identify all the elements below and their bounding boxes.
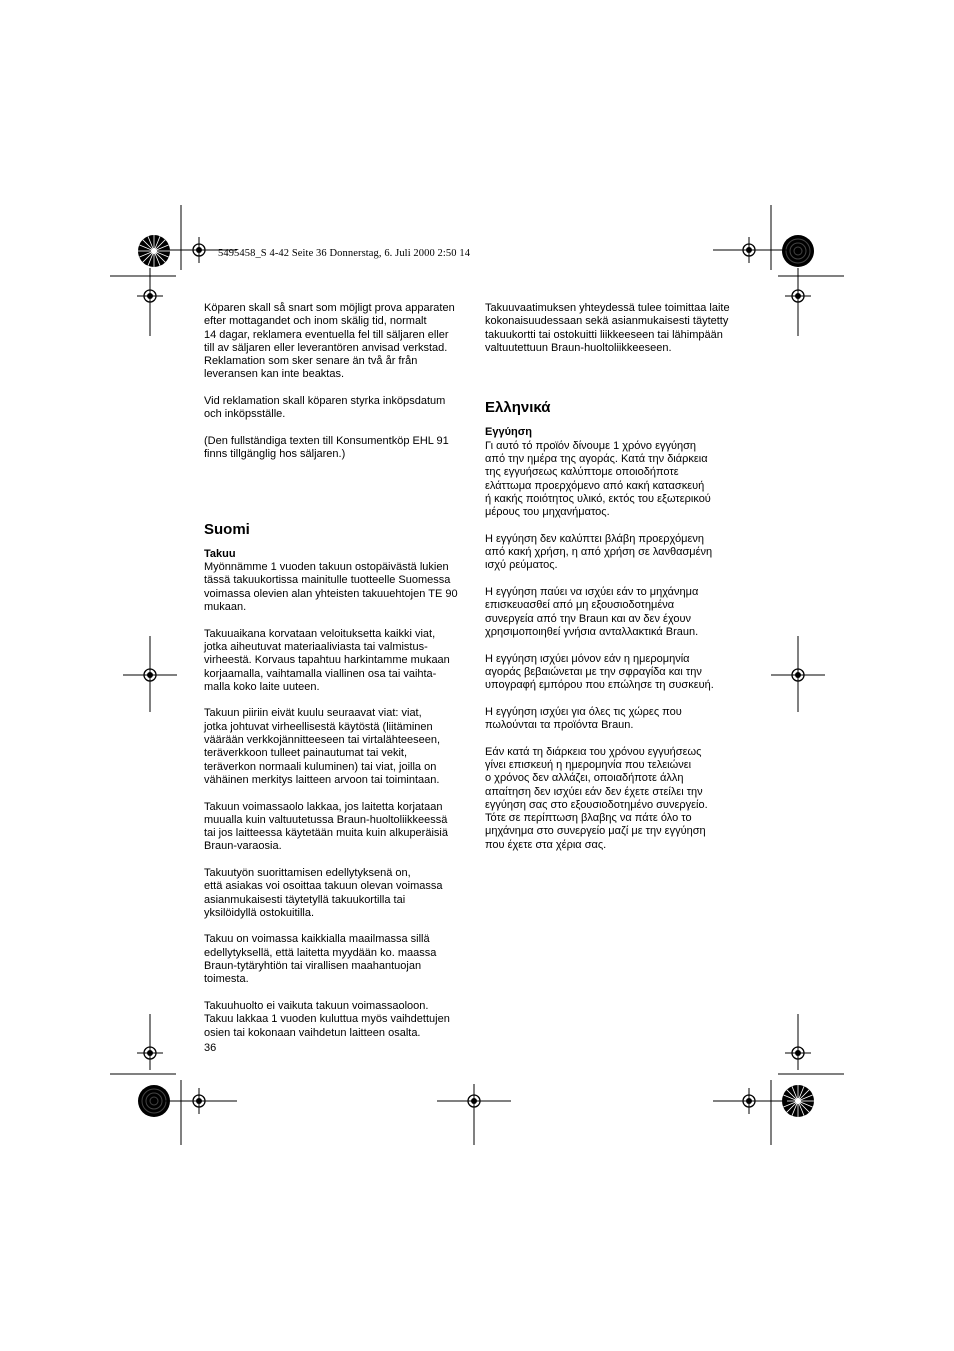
finnish-paragraph: Takuuaikana korvataan veloituksetta kaikki viat, jotka aiheutuvat materiaaliviasta tai valmistus- virheestä. Korvaus tapahtuu harkintamme mukaan korjaamalla, vaihtamalla viallinen osa tai vaihta- malla koko laite uuteen. [204, 627, 450, 693]
spacer [485, 368, 753, 399]
greek-paragraph: Η εγγύηση ισχύει μόνον εάν η ημερομηνία αγοράς βεβαιώνεται με την σφραγίδα και την υπογραφή εμπόρου που επώλησε τη συσκευή. [485, 652, 714, 692]
spacer [204, 475, 472, 521]
greek-paragraph: Γι αυτό τό προϊόν δίνουμε 1 χρόνο εγγύηση από την ημέρα της αγοράς. Κατά την διάρκεια της εγγυήσεως καλύπτομε οποιοδήποτε ελάττωμα προερχόμενο από κακή κατασκευή ή κακής ποιότητος υλικό, εκτός του εξωτερικού μέρους του μηχανήματος. [485, 439, 711, 519]
subsection-title-takuu: Takuu [204, 547, 236, 560]
finnish-paragraph: Takuun voimassaolo lakkaa, jos laitetta korjataan muualla kuin valtuutetussa Braun-huoltoliikkeessä tai jos laitteessa käytetään muita kuin alkuperäisiä Braun-varaosia. [204, 800, 448, 853]
finnish-paragraph: Takuuvaatimuksen yhteydessä tulee toimittaa laite kokonaisuudessaan sekä asianmukaisesti täytetty takuukortti tai ostokuitti liikkeeseen tai lähimpään valtuutettuun Braun-huoltoliikkeeseen. [485, 302, 730, 354]
finnish-paragraph: Takuu on voimassa kaikkialla maailmassa sillä edellytyksellä, että laitetta myydään ko. maassa Braun-tytäryhtiön tai virallisen maahantuojan toimesta. [204, 933, 437, 986]
swedish-paragraph: Vid reklamation skall köparen styrka inköpsdatum och inköpsställe. [204, 395, 446, 421]
section-title-greek: Ελληνικά [485, 399, 551, 417]
swedish-paragraph: (Den fullständiga texten till Konsumentköp EHL 91 finns tillgänglig hos säljaren.) [204, 434, 449, 461]
page-number: 36 [204, 1042, 217, 1054]
finnish-paragraph: Takuun piiriin eivät kuulu seuraavat viat: viat, jotka johtuvat virheellisestä käytöstä (liitäminen väärään verkkojännitteeseen tai virtalähteeseen, teräverkkoon tulleet painautumat tai vekit, teräverkon normaali kuluminen) tai viat, joilla on vähäinen merkitys laitteen arvoon tai toimintaan. [204, 707, 441, 786]
left-column [204, 302, 472, 1053]
section-title-suomi: Suomi [204, 520, 250, 538]
finnish-paragraph: Takuuhuolto ei vaikuta takuun voimassaoloon. Takuu lakkaa 1 vuoden kuluttua myös vaihdettujen osien tai kokonaan vaihdetun laitteen osalta. [204, 999, 450, 1039]
greek-paragraph: Εάν κατά τη διάρκεια του χρόνου εγγυήσεως γίνει επισκευή η ημερομηνία που τελειώνει ο χρόνος δεν αλλάζει, οποιαδήποτε άλλη απαίτηση δεν ισχύει εάν δεν έχετε στείλει την εγγύηση σας στο εξουσιοδοτημένο συνεργείο. Τότε σε περίπτωση βλαβης να πάτε όλο το μηχάνημα στο συνεργείο μαζί με την εγγύηση που έχετε στα χέρια σας. [485, 745, 708, 851]
finnish-paragraph: Myönnämme 1 vuoden takuun ostopäivästä lukien tässä takuukortissa mainitulle tuotteelle Suomessa voimassa olevien alan yhteisten takuuehtojen TE 90 mukaan. [204, 561, 458, 614]
swedish-paragraph: Köparen skall så snart som möjligt prova apparaten efter mottagandet och inom skälig tid, normalt 14 dagar, reklamera eventuella fel till säljaren eller till av säljaren eller leverantören anvisad verkstad. Reklamation som sker senare än två år från leveransen kan inte beaktas. [204, 302, 455, 381]
greek-paragraph: Η εγγύηση ισχύει για όλες τις χώρες που πωλούνται τα προϊόντα Braun. [485, 705, 682, 732]
subsection-title-warranty-greek: Εγγύηση [485, 426, 532, 439]
imprint-line: 5495458_S 4-42 Seite 36 Donnerstag, 6. Juli 2000 2:50 14 [218, 248, 471, 259]
right-column [485, 302, 753, 865]
greek-paragraph: Η εγγύηση παύει να ισχύει εάν το μηχάνημα επισκευασθεί από μη εξουσιοδοτημένα συνεργεία από την Braun και αν δεν έχουν χρησιμοποιηθεί γνήσια ανταλλακτικά Braun. [485, 586, 699, 638]
finnish-paragraph: Takuutyön suorittamisen edellytyksenä on, että asiakas voi osoittaa takuun olevan voimassa asianmukaisesti täytetyllä takuukortilla tai yksilöidyllä ostokuitilla. [204, 866, 443, 919]
greek-paragraph: Η εγγύηση δεν καλύπτει βλάβη προερχόμενη από κακή χρήση, η από χρήση σε λανθασμένη ισχύ ρεύματος. [485, 532, 713, 572]
